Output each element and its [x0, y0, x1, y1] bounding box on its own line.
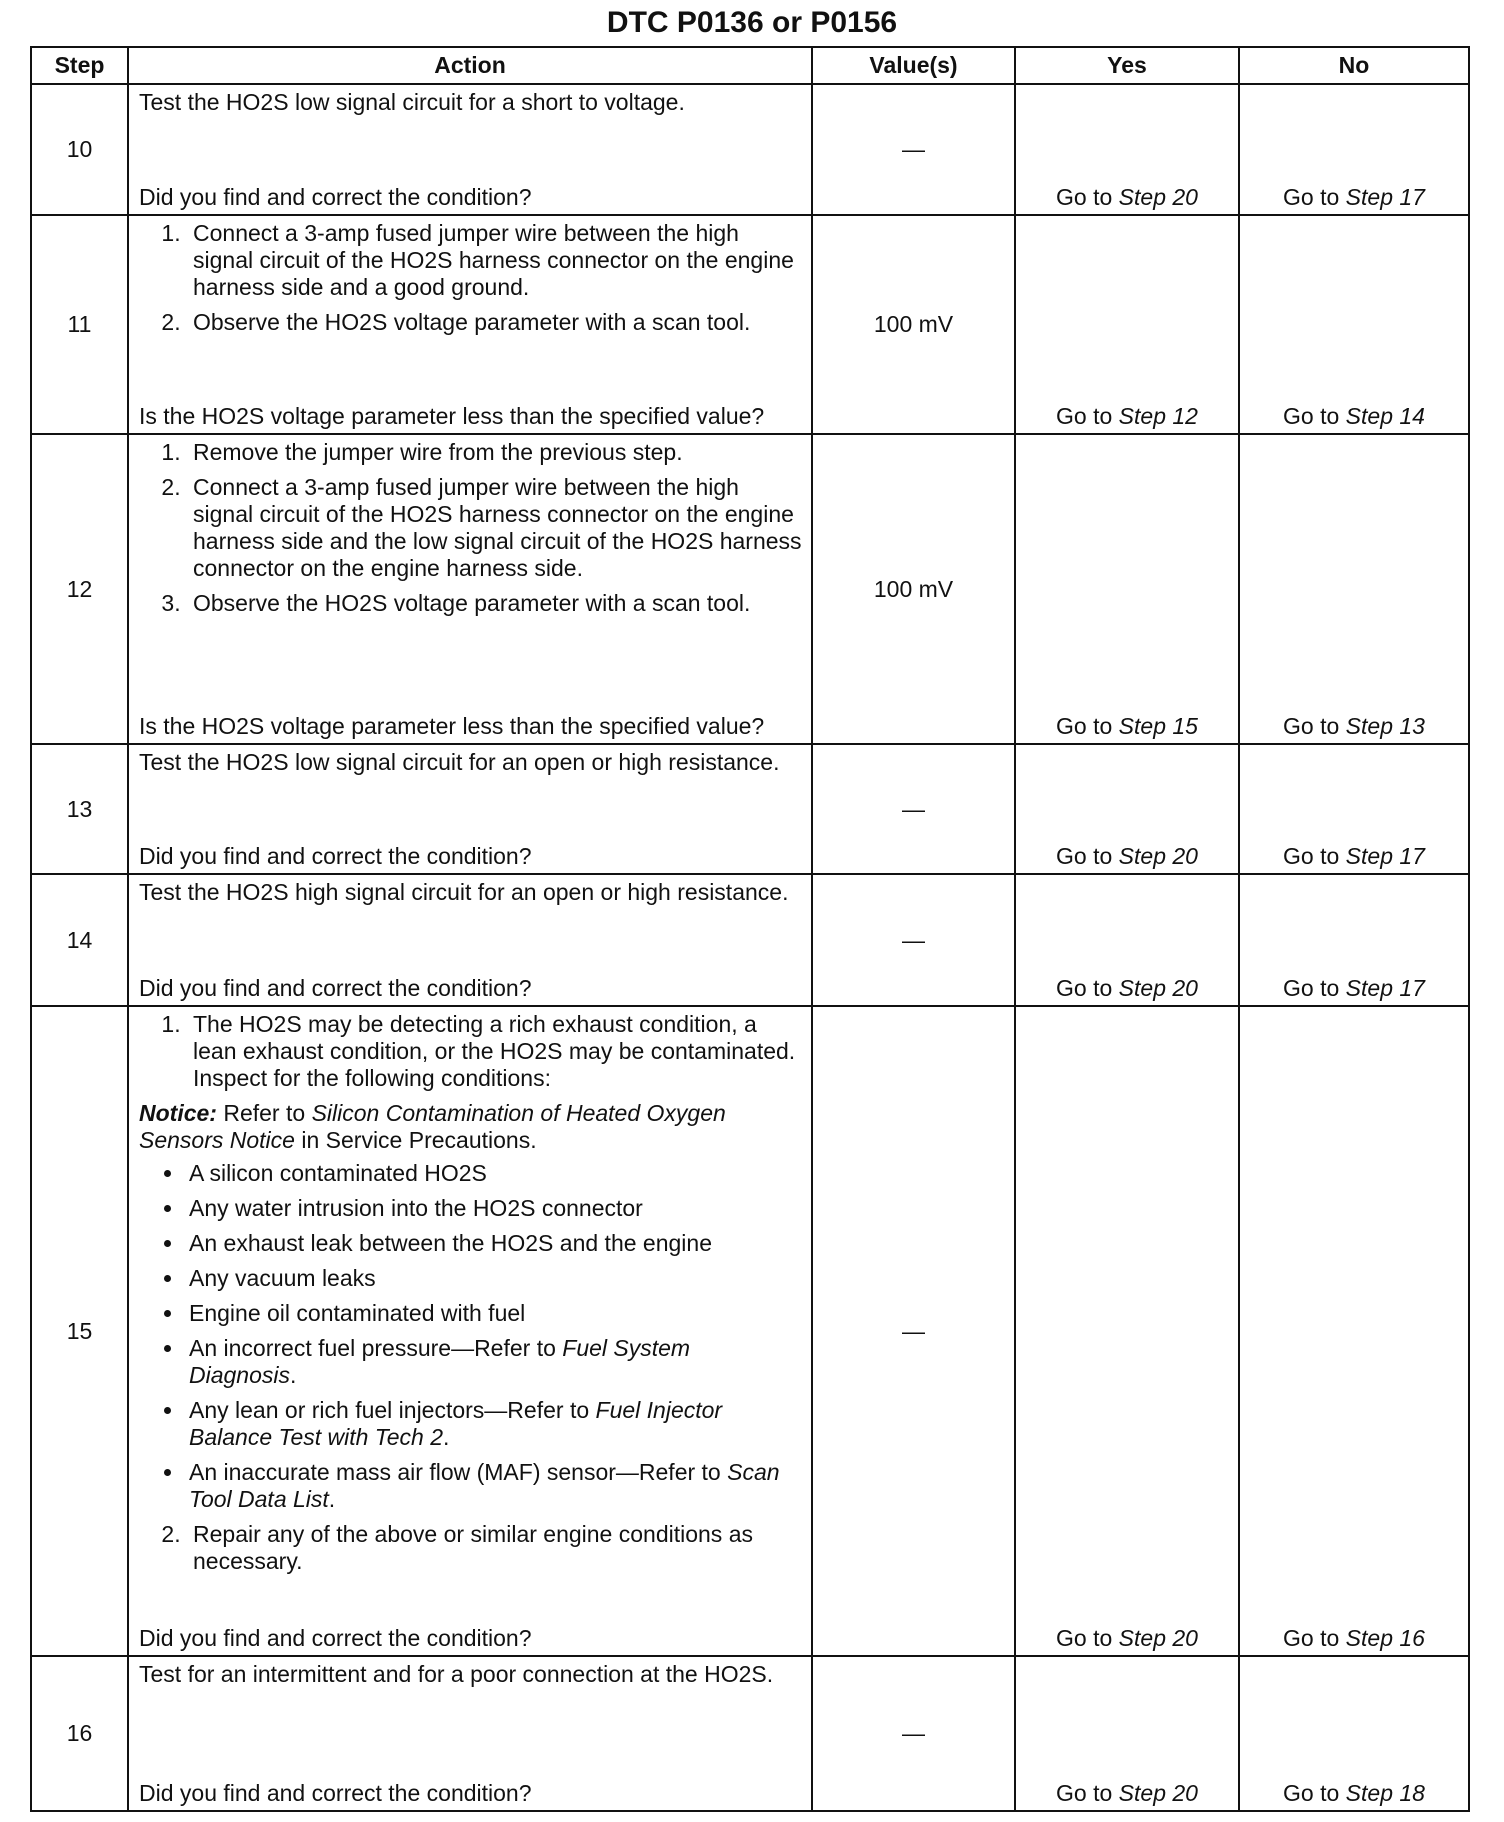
table-row-step-12	[31, 434, 1469, 744]
no-step-link: Step 13	[1345, 713, 1425, 739]
action-question: Did you find and correct the condition?	[139, 184, 532, 210]
condition-item: • An exhaust leak between the HO2S and the engine	[185, 1230, 803, 1257]
no-cell	[1239, 84, 1469, 215]
step-number: 10	[31, 84, 128, 215]
condition-reference: Scan Tool Data List	[189, 1459, 780, 1512]
condition-pre: An incorrect fuel pressure—Refer to	[189, 1335, 563, 1361]
action-step-item: 1. Connect a 3-amp fused jumper wire between the high signal circuit of the HO2S harness connector on the engine harness side and a good ground.	[187, 220, 803, 301]
no-step-link: Step 16	[1345, 1625, 1425, 1651]
action-body	[139, 1011, 803, 1583]
header-yes: Yes	[1015, 47, 1239, 84]
no-cell	[1239, 1006, 1469, 1656]
header-no: No	[1239, 47, 1469, 84]
go-to-label: Go to	[1056, 1625, 1119, 1651]
step-number: 14	[31, 874, 128, 1006]
table-row-step-15	[31, 1006, 1469, 1656]
action-text: Test the HO2S low signal circuit for an open or high resistance.	[139, 749, 780, 775]
no-step-link: Step 17	[1345, 843, 1425, 869]
go-to-label: Go to	[1283, 713, 1346, 739]
action-steps	[139, 1011, 803, 1092]
yes-cell	[1015, 744, 1239, 874]
value-cell: —	[812, 874, 1015, 1006]
no-cell	[1239, 434, 1469, 744]
header-row	[31, 47, 1469, 84]
action-step-item: 1. Remove the jumper wire from the previous step.	[187, 439, 803, 466]
condition-post: .	[328, 1486, 336, 1512]
yes-step-link: Step 20	[1118, 975, 1198, 1001]
go-to-label: Go to	[1056, 1780, 1119, 1806]
no-step-link: Step 18	[1345, 1780, 1425, 1806]
yes-cell	[1015, 1656, 1239, 1811]
yes-cell	[1015, 874, 1239, 1006]
action-question: Did you find and correct the condition?	[139, 1780, 532, 1806]
action-step-item: 2. Repair any of the above or similar engine conditions as necessary.	[187, 1521, 803, 1575]
yes-cell	[1015, 215, 1239, 434]
action-question: Did you find and correct the condition?	[139, 843, 532, 869]
action-text: Test for an intermittent and for a poor connection at the HO2S.	[139, 1661, 774, 1687]
condition-item	[185, 1397, 803, 1451]
condition-reference: Fuel Injector Balance Test with Tech 2	[189, 1397, 723, 1450]
condition-item	[185, 1335, 803, 1389]
value-cell: —	[812, 744, 1015, 874]
yes-step-link: Step 20	[1118, 184, 1198, 210]
go-to-label: Go to	[1283, 184, 1346, 210]
go-to-label: Go to	[1283, 843, 1346, 869]
action-cell	[128, 434, 812, 744]
action-cell	[128, 215, 812, 434]
condition-item: • A silicon contaminated HO2S	[185, 1160, 803, 1187]
action-text: Test the HO2S low signal circuit for a short to voltage.	[139, 89, 685, 115]
no-cell	[1239, 1656, 1469, 1811]
no-step-link: Step 17	[1345, 184, 1425, 210]
table-row-step-16	[31, 1656, 1469, 1811]
notice-text	[139, 1100, 803, 1154]
action-question: Did you find and correct the condition?	[139, 975, 532, 1001]
action-cell	[128, 1006, 812, 1656]
yes-step-link: Step 20	[1118, 1780, 1198, 1806]
condition-pre: Any lean or rich fuel injectors—Refer to	[189, 1397, 596, 1423]
yes-cell	[1015, 1006, 1239, 1656]
step-number: 13	[31, 744, 128, 874]
go-to-label: Go to	[1056, 184, 1119, 210]
step-number: 15	[31, 1006, 128, 1656]
yes-step-link: Step 12	[1118, 403, 1198, 429]
value-cell: 100 mV	[812, 434, 1015, 744]
page-title: DTC P0136 or P0156	[606, 6, 898, 39]
no-step-link: Step 14	[1345, 403, 1425, 429]
go-to-label: Go to	[1283, 975, 1346, 1001]
no-cell	[1239, 744, 1469, 874]
action-step-item: 2. Connect a 3-amp fused jumper wire between the high signal circuit of the HO2S harness connector on the engine harness side and the low signal circuit of the HO2S harness connector on the engine harness side.	[187, 474, 803, 582]
action-steps	[139, 439, 803, 625]
go-to-label: Go to	[1283, 1625, 1346, 1651]
step-number: 16	[31, 1656, 128, 1811]
action-step-item: 3. Observe the HO2S voltage parameter with a scan tool.	[187, 590, 803, 617]
yes-cell	[1015, 84, 1239, 215]
condition-reference: Fuel System Diagnosis	[189, 1335, 691, 1388]
condition-post: .	[443, 1424, 450, 1450]
action-steps	[139, 1521, 803, 1575]
action-cell	[128, 1656, 812, 1811]
action-step-item: 1. The HO2S may be detecting a rich exhaust condition, a lean exhaust condition, or the HO2S may be contaminated. Inspect for the following conditions:	[187, 1011, 803, 1092]
condition-item	[185, 1459, 803, 1513]
value-cell: —	[812, 1656, 1015, 1811]
action-step-item: 2. Observe the HO2S voltage parameter with a scan tool.	[187, 309, 803, 336]
condition-post: .	[290, 1362, 297, 1388]
header-action: Action	[128, 47, 812, 84]
no-cell	[1239, 874, 1469, 1006]
header-values: Value(s)	[812, 47, 1015, 84]
value-cell: —	[812, 1006, 1015, 1656]
header-step: Step	[31, 47, 128, 84]
table-row-step-10	[31, 84, 1469, 215]
no-step-link: Step 17	[1345, 975, 1425, 1001]
go-to-label: Go to	[1056, 975, 1119, 1001]
table-row-step-14	[31, 874, 1469, 1006]
step-number: 12	[31, 434, 128, 744]
table-row-step-13	[31, 744, 1469, 874]
condition-item: • Any water intrusion into the HO2S connector	[185, 1195, 803, 1222]
action-question: Did you find and correct the condition?	[139, 1625, 532, 1651]
value-cell: 100 mV	[812, 215, 1015, 434]
yes-step-link: Step 20	[1118, 843, 1198, 869]
action-question: Is the HO2S voltage parameter less than the specified value?	[139, 403, 765, 429]
condition-item: • Engine oil contaminated with fuel	[185, 1300, 803, 1327]
notice-reference: Silicon Contamination of Heated Oxygen Sensors Notice	[139, 1100, 726, 1153]
go-to-label: Go to	[1283, 1780, 1346, 1806]
action-cell	[128, 874, 812, 1006]
action-question: Is the HO2S voltage parameter less than the specified value?	[139, 713, 765, 739]
go-to-label: Go to	[1056, 403, 1119, 429]
go-to-label: Go to	[1056, 843, 1119, 869]
notice-post: in Service Precautions.	[301, 1127, 537, 1153]
go-to-label: Go to	[1283, 403, 1346, 429]
yes-step-link: Step 20	[1118, 1625, 1198, 1651]
action-cell	[128, 84, 812, 215]
yes-step-link: Step 15	[1118, 713, 1198, 739]
action-cell	[128, 744, 812, 874]
yes-cell	[1015, 434, 1239, 744]
value-cell: —	[812, 84, 1015, 215]
condition-list	[139, 1160, 803, 1513]
go-to-label: Go to	[1056, 713, 1119, 739]
notice-pre: Refer to	[223, 1100, 306, 1126]
notice-label: Notice:	[139, 1100, 217, 1126]
step-number: 11	[31, 215, 128, 434]
no-cell	[1239, 215, 1469, 434]
action-steps	[139, 220, 803, 344]
condition-pre: An inaccurate mass air flow (MAF) sensor—Refer to	[189, 1459, 728, 1485]
diagnostic-table	[30, 46, 1470, 1812]
table-row-step-11	[31, 215, 1469, 434]
action-text: Test the HO2S high signal circuit for an open or high resistance.	[139, 879, 789, 905]
condition-item: • Any vacuum leaks	[185, 1265, 803, 1292]
